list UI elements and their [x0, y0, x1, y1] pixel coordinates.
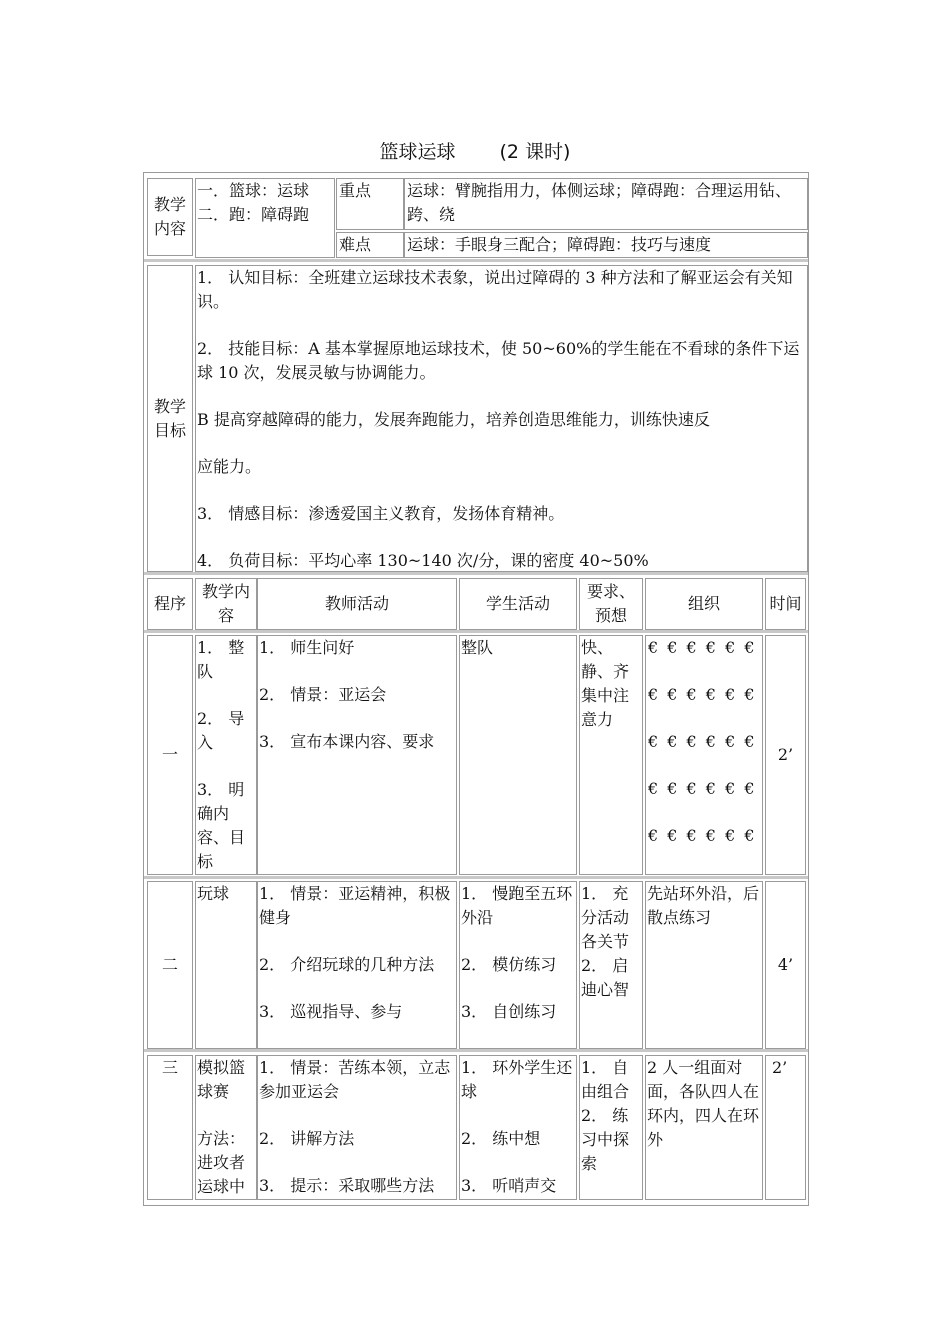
row-organization: € € € € € € € € € € € € € € € € € € € € € € € € € € € € € €: [645, 635, 763, 875]
row-teacher: 1． 师生问好 2． 情景：亚运会 3． 宣布本课内容、要求: [257, 635, 457, 875]
header-teacher: 教师活动: [257, 578, 457, 630]
page-title: [0, 137, 950, 164]
row-time: 4’: [765, 881, 806, 1049]
goal-item: 4． 负荷目标：平均心率 130~140 次/分，课的密度 40~50%: [197, 551, 649, 570]
difficulty-text: 运球：手眼身三配合；障碍跑：技巧与速度: [407, 235, 712, 254]
row-content: 1． 整队 2． 导入 3． 明确内容、目标: [195, 635, 257, 875]
row-content: 模拟篮球赛 方法：进攻者运球中: [195, 1055, 257, 1200]
content-item: 二．跑：障碍跑: [197, 205, 310, 224]
content-label-cell: [147, 178, 193, 256]
row-organization: 2 人一组面对面，各队四人在环内，四人在环外: [645, 1055, 763, 1200]
table-row: [147, 1055, 193, 1200]
difficulty-label-cell: [336, 232, 404, 258]
content-item: 一．篮球：运球: [197, 181, 310, 200]
row-student: 整队: [459, 635, 577, 875]
row-requirement: 1． 自由组合 2． 练习中探索: [579, 1055, 643, 1200]
header-content: 教学内容: [195, 578, 257, 630]
row-time: 2’: [765, 635, 806, 875]
row-organization: 先站环外沿，后散点练习: [645, 881, 763, 1049]
row-program: 二: [161, 955, 178, 974]
row-requirement: 快、静、齐 集中注意力: [579, 635, 643, 875]
difficulty-label: 难点: [339, 235, 372, 254]
key-text: 运球：臂腕指用力，体侧运球；障碍跑：合理运用钻、跨、绕: [407, 181, 792, 224]
key-label-cell: [336, 178, 404, 230]
row-requirement: 1． 充分活动各关节 2． 启迪心智: [579, 881, 643, 1049]
row-student: 1． 慢跑至五环外沿 2． 模仿练习 3． 自创练习: [459, 881, 577, 1049]
row-teacher: 1． 情景：亚运精神，积极健身 2． 介绍玩球的几种方法 3． 巡视指导、参与: [257, 881, 457, 1049]
header-requirement: 要求、预想: [579, 578, 643, 630]
table-row: [147, 635, 193, 875]
content-label: 教学内容: [153, 195, 186, 238]
goal-item: 3． 情感目标：渗透爱国主义教育，发扬体育精神。: [197, 504, 565, 523]
row-student: 1． 环外学生还球 2． 练中想 3． 听哨声交: [459, 1055, 577, 1200]
title-sub: (2 课时): [499, 141, 571, 163]
key-label: 重点: [339, 181, 372, 200]
row-teacher: 1． 情景：苦练本领，立志参加亚运会 2． 讲解方法 3． 提示：采取哪些方法: [257, 1055, 457, 1200]
table-row: [147, 881, 193, 1049]
header-time: 时间: [765, 578, 806, 630]
row-time: 2’: [765, 1055, 806, 1200]
key-text-cell: [404, 178, 808, 230]
row-program: 一: [161, 745, 178, 764]
row-program: 三: [161, 1058, 178, 1077]
goal-item: 1． 认知目标：全班建立运球技术表象，说出过障碍的 3 种方法和了解亚运会有关知识。: [197, 268, 793, 311]
content-items-cell: [195, 178, 335, 258]
header-organization: 组织: [645, 578, 763, 630]
goal-item: 应能力。: [197, 457, 262, 476]
goals-label-cell: [147, 265, 193, 572]
goals-label: 教学目标: [153, 396, 186, 440]
goal-item: 2． 技能目标：A 基本掌握原地运球技术，使 50~60%的学生能在不看球的条件下运球 10 次，发展灵敏与协调能力。: [197, 339, 800, 382]
header-program: 程序: [147, 578, 193, 630]
goal-item: B 提高穿越障碍的能力，发展奔跑能力，培养创造思维能力，训练快速反: [197, 410, 710, 429]
row-content: 玩球: [195, 881, 257, 1049]
title-main: 篮球运球: [379, 141, 456, 163]
header-student: 学生活动: [459, 578, 577, 630]
goals-cell: [195, 265, 808, 572]
difficulty-text-cell: [404, 232, 808, 258]
